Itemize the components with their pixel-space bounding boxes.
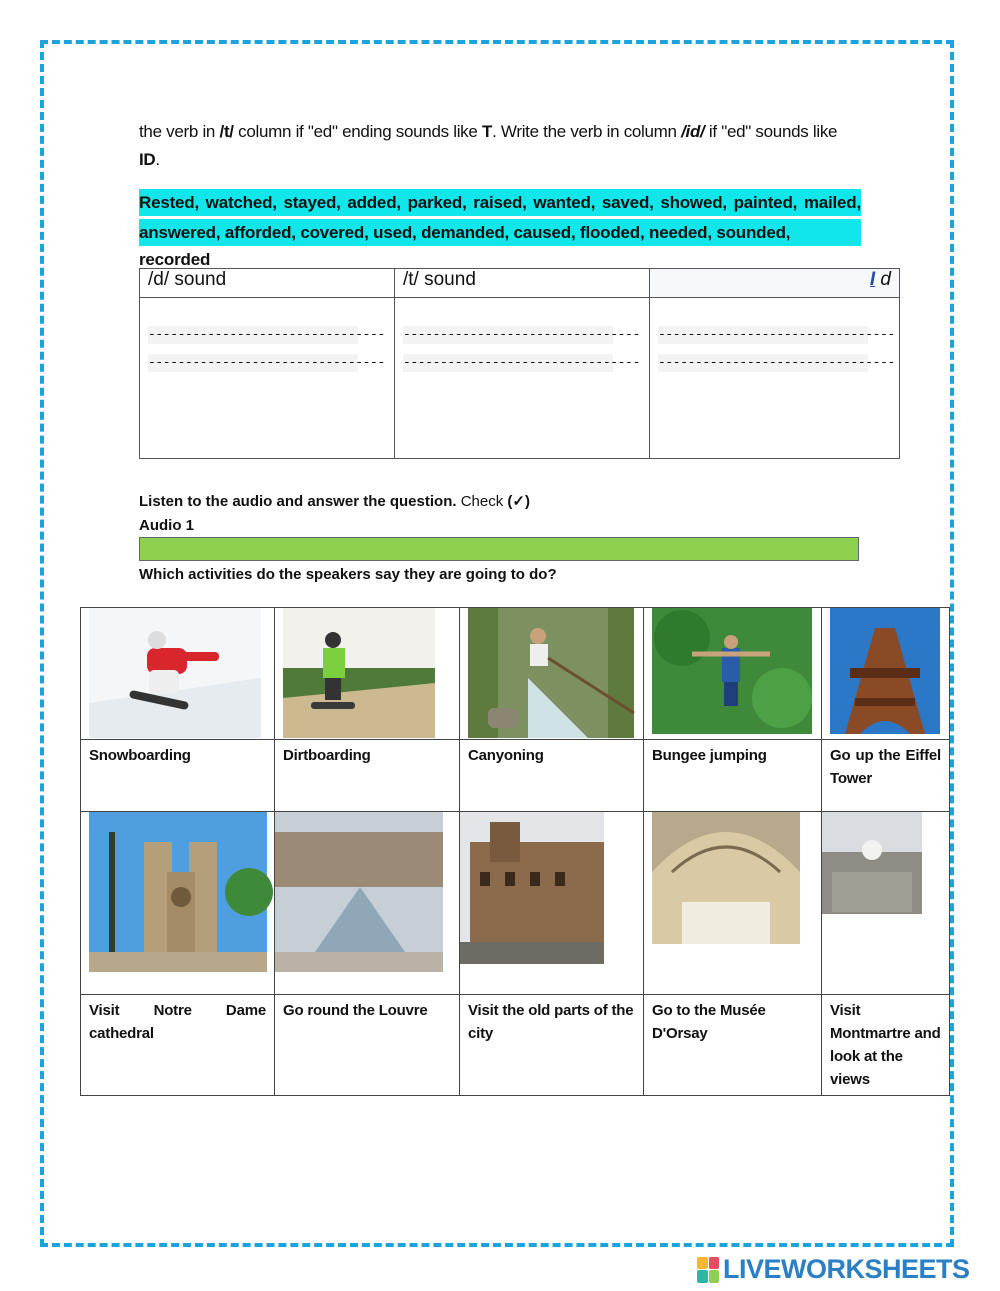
activity-label: Bungee jumping xyxy=(652,747,767,764)
activity-image-cell[interactable] xyxy=(275,608,460,740)
word-bank-word: watched, xyxy=(205,193,277,212)
montmartre-image xyxy=(822,812,922,914)
activity-label: Go round the Louvre xyxy=(283,1002,428,1019)
activity-image-cell[interactable] xyxy=(644,812,822,995)
louvre-image xyxy=(275,812,443,972)
activities-table xyxy=(80,607,950,1096)
activity-image-cell[interactable] xyxy=(275,812,460,995)
word-bank xyxy=(139,189,861,274)
liveworksheets-logo xyxy=(697,1254,970,1285)
bungee-jumping-image xyxy=(652,608,812,734)
answer-input-line[interactable]: -------------------------------- xyxy=(658,327,895,342)
instr-text: the verb in xyxy=(139,122,220,141)
word-bank-word: painted, xyxy=(733,193,798,212)
id-header-i: I xyxy=(869,269,876,290)
answer-input-line[interactable]: -------------------------------- xyxy=(403,355,640,370)
activity-label: Go to the Musée D'Orsay xyxy=(652,1002,766,1042)
activity-label: Snowboarding xyxy=(89,747,191,764)
old-city-image xyxy=(460,812,604,964)
logo-badge-icon xyxy=(697,1257,719,1283)
activity-label: Dirtboarding xyxy=(283,747,371,764)
activity-label: Visit Montmartre and look at the views xyxy=(830,1002,941,1088)
id-sound-header xyxy=(650,269,900,298)
word-bank-word: stayed, xyxy=(283,193,341,212)
activity-label: Canyoning xyxy=(468,747,544,764)
listen-bold: Listen to the audio and answer the question. xyxy=(139,493,457,510)
question-text: Which activities do the speakers say they are going to do? xyxy=(139,566,557,583)
word-bank-line-2: answered, afforded, covered, used, demanded, caused, flooded, needed, sounded, recorded xyxy=(139,219,861,246)
id-symbol: /id/ xyxy=(681,122,705,141)
answer-input-line[interactable]: -------------------------------- xyxy=(658,355,895,370)
musee-dorsay-image xyxy=(652,812,800,944)
check-symbol: (✓) xyxy=(507,493,530,510)
activity-image-cell[interactable] xyxy=(460,608,644,740)
eiffel-tower-image xyxy=(830,608,940,734)
word-bank-word: added, xyxy=(347,193,401,212)
activity-image-cell[interactable] xyxy=(81,812,275,995)
id-sound-answer-cell[interactable] xyxy=(650,298,900,459)
instr-text: column if "ed" ending sounds like xyxy=(233,122,482,141)
answer-input-line[interactable]: -------------------------------- xyxy=(148,355,385,370)
audio-player[interactable] xyxy=(139,537,859,561)
t-symbol: /t/ xyxy=(219,122,234,141)
word-bank-word: saved, xyxy=(601,193,654,212)
word-bank-word: Rested, xyxy=(139,193,200,212)
word-bank-word: parked, xyxy=(407,193,467,212)
sound-table xyxy=(139,268,900,459)
activity-label: Go up the Eiffel Tower xyxy=(830,747,941,787)
word-bank-word: mailed, xyxy=(803,193,861,212)
instr-text: . Write the verb in column xyxy=(492,122,682,141)
instr-text: if "ed" sounds like xyxy=(704,122,838,141)
audio-label: Audio 1 xyxy=(139,517,194,534)
id-header-d: d xyxy=(880,269,891,290)
canyoning-image xyxy=(468,608,634,738)
instr-text: . xyxy=(155,150,160,169)
t-sound-header: /t/ sound xyxy=(395,269,650,298)
instructions xyxy=(139,118,864,174)
logo-text: LIVEWORKSHEETS xyxy=(723,1254,970,1284)
activity-image-cell[interactable] xyxy=(822,812,950,995)
listen-normal: Check xyxy=(456,493,508,510)
d-sound-answer-cell[interactable] xyxy=(140,298,395,459)
activity-label: Visit Notre Dame cathedral xyxy=(89,1002,266,1042)
answer-input-line[interactable]: -------------------------------- xyxy=(148,327,385,342)
id-letter: ID xyxy=(139,150,156,169)
word-bank-word: raised, xyxy=(473,193,527,212)
activity-image-cell[interactable] xyxy=(822,608,950,740)
answer-input-line[interactable]: -------------------------------- xyxy=(403,327,640,342)
snowboarding-image xyxy=(89,608,261,738)
d-sound-header: /d/ sound xyxy=(140,269,395,298)
activity-image-cell[interactable] xyxy=(644,608,822,740)
activity-image-cell[interactable] xyxy=(460,812,644,995)
word-bank-line-1 xyxy=(139,189,861,216)
word-bank-word: showed, xyxy=(660,193,727,212)
t-sound-answer-cell[interactable] xyxy=(395,298,650,459)
activity-label: Visit the old parts of the city xyxy=(468,1002,634,1042)
notre-dame-image xyxy=(89,812,267,972)
word-bank-word: wanted, xyxy=(533,193,596,212)
activity-image-cell[interactable] xyxy=(81,608,275,740)
t-letter: T xyxy=(481,122,493,141)
dirtboarding-image xyxy=(283,608,435,738)
listen-instruction xyxy=(139,492,530,510)
